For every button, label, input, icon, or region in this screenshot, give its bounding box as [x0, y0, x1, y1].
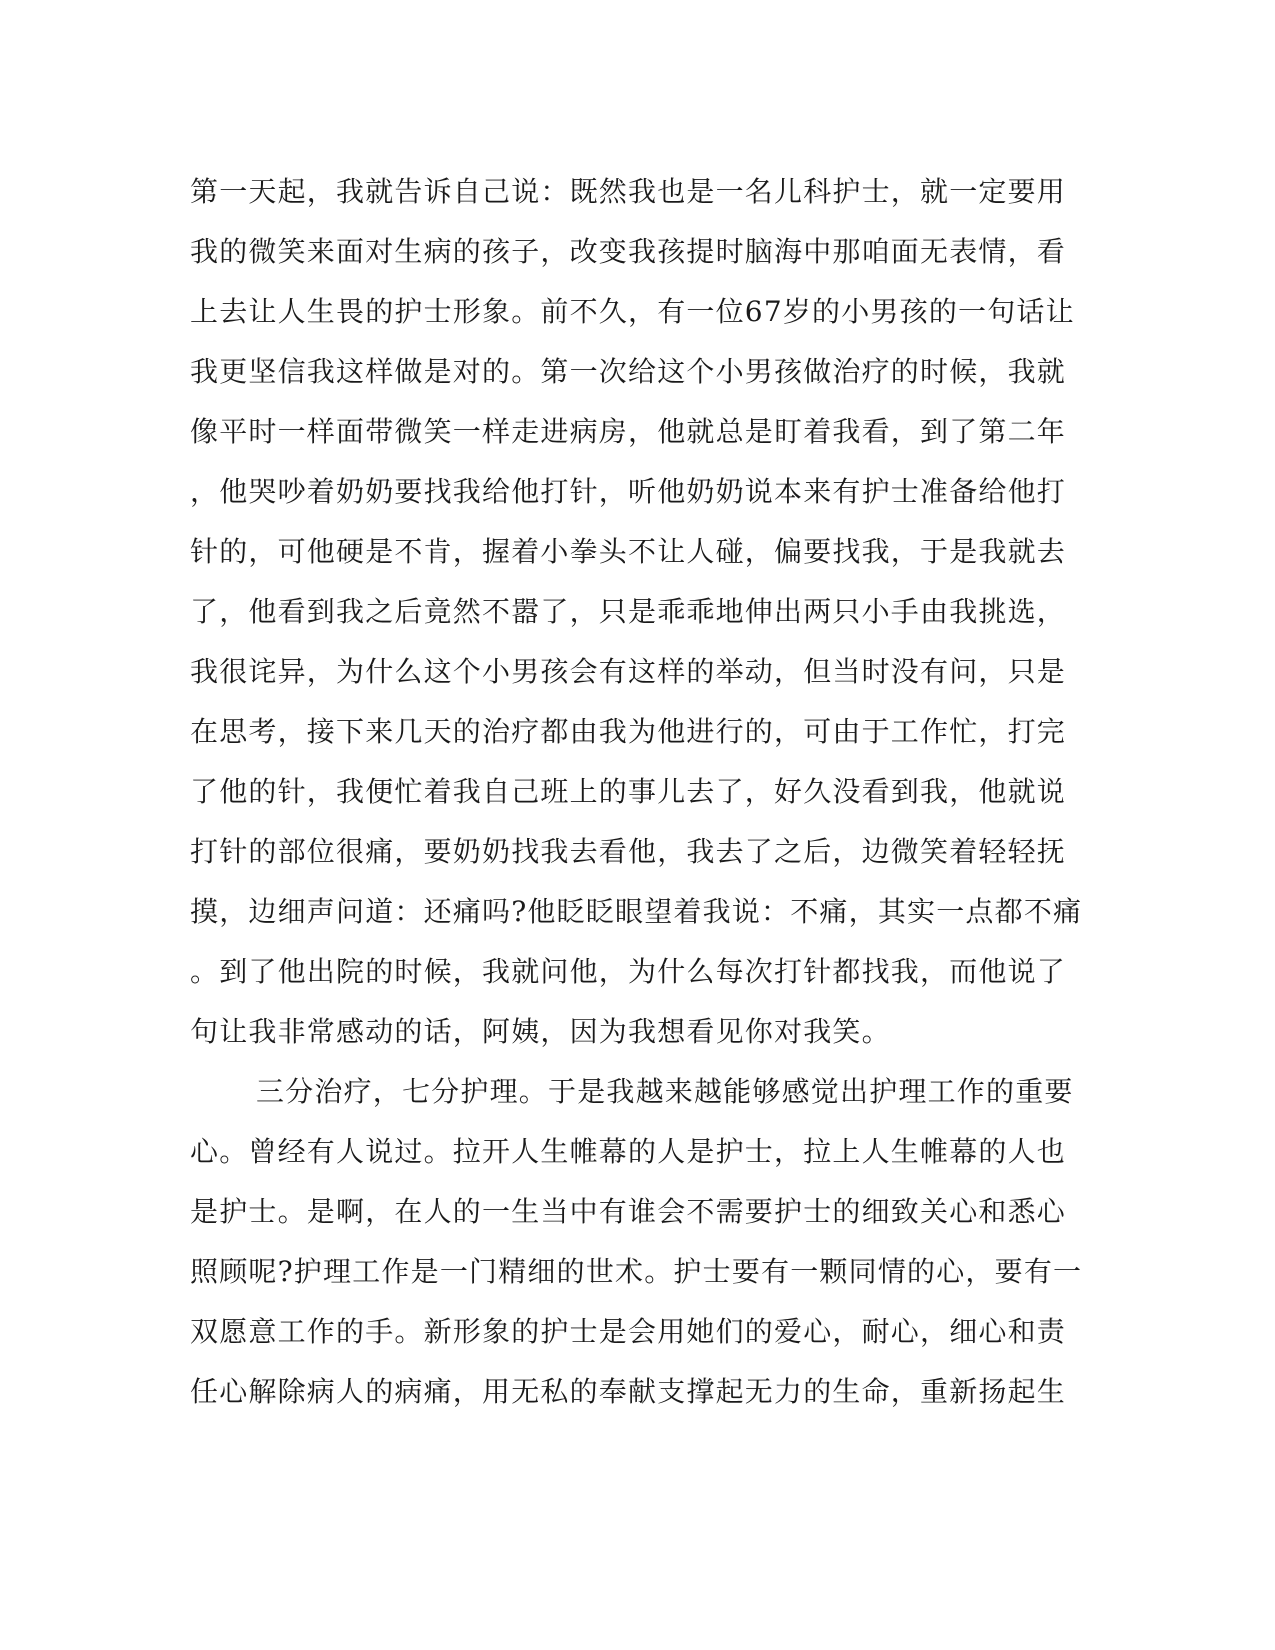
body-text [190, 162, 1090, 1422]
text-line: 任心解除病人的病痛，用无私的奉献支撑起无力的生命，重新扬起生 [190, 1375, 1067, 1408]
text-line: 第一天起，我就告诉自己说：既然我也是一名儿科护士，就一定要用 [190, 175, 1067, 208]
paragraph-2 [190, 1062, 1090, 1422]
text-line: 了他的针，我便忙着我自己班上的事儿去了，好久没看到我，他就说 [190, 775, 1067, 808]
paragraph-1 [190, 162, 1090, 1062]
text-line: 句让我非常感动的话，阿姨，因为我想看见你对我笑。 [190, 1015, 891, 1048]
text-line: 上去让人生畏的护士形象。前不久，有一位67岁的小男孩的一句话让 [190, 295, 1075, 328]
text-line: 是护士。是啊，在人的一生当中有谁会不需要护士的细致关心和悉心 [190, 1195, 1067, 1228]
text-line: 我更坚信我这样做是对的。第一次给这个小男孩做治疗的时候，我就 [190, 355, 1067, 388]
text-line: 心。曾经有人说过。拉开人生帷幕的人是护士，拉上人生帷幕的人也 [190, 1135, 1067, 1168]
text-line: 双愿意工作的手。新形象的护士是会用她们的爱心，耐心，细心和责 [190, 1315, 1067, 1348]
text-line: 像平时一样面带微笑一样走进病房，他就总是盯着我看，到了第二年 [190, 415, 1067, 448]
text-line: 打针的部位很痛，要奶奶找我去看他，我去了之后，边微笑着轻轻抚 [190, 835, 1067, 868]
text-line: 我很诧异，为什么这个小男孩会有这样的举动，但当时没有问，只是 [190, 655, 1067, 688]
text-line: 在思考，接下来几天的治疗都由我为他进行的，可由于工作忙，打完 [190, 715, 1067, 748]
text-line: 针的，可他硬是不肯，握着小拳头不让人碰，偏要找我，于是我就去 [190, 535, 1067, 568]
text-line: 。到了他出院的时候，我就问他，为什么每次打针都找我，而他说了 [190, 955, 1067, 988]
text-line-indented: 三分治疗，七分护理。于是我越来越能够感觉出护理工作的重要 [256, 1075, 1074, 1108]
text-line: 摸，边细声问道：还痛吗?他眨眨眼望着我说：不痛，其实一点都不痛 [190, 895, 1083, 928]
text-line: ，他哭吵着奶奶要找我给他打针，听他奶奶说本来有护士准备给他打 [190, 475, 1067, 508]
text-line: 我的微笑来面对生病的孩子，改变我孩提时脑海中那咱面无表情，看 [190, 235, 1067, 268]
text-line: 了，他看到我之后竟然不嚣了，只是乖乖地伸出两只小手由我挑选， [190, 595, 1067, 628]
text-line: 照顾呢?护理工作是一门精细的世术。护士要有一颗同情的心，要有一 [190, 1255, 1083, 1288]
